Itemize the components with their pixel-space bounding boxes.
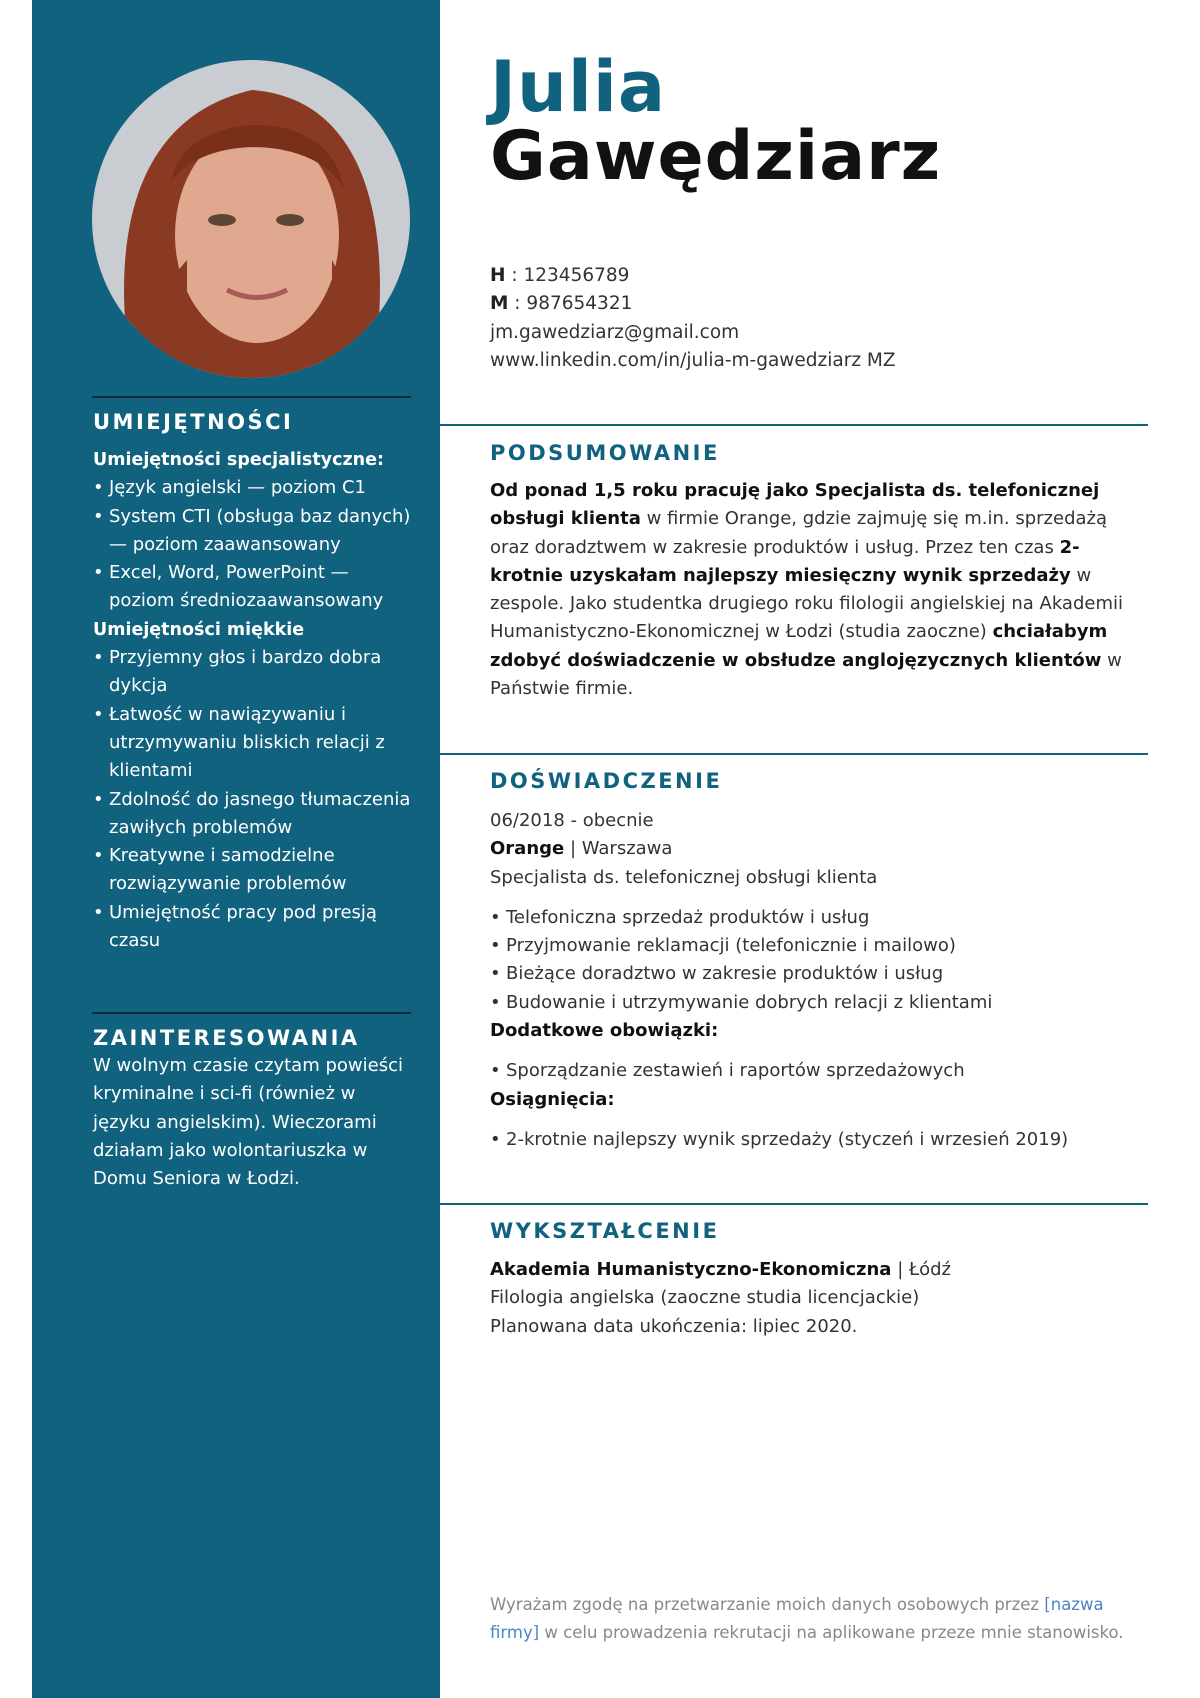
- skill-item: • Przyjemny głos i bardzo dobra dykcja: [93, 644, 413, 701]
- duty-item: • Przyjmowanie reklamacji (telefonicznie i mailowo): [490, 932, 1140, 960]
- duty-item: • Telefoniczna sprzedaż produktów i usług: [490, 904, 1140, 932]
- duty-item: • Sporządzanie zestawień i raportów sprzedażowych: [490, 1057, 1140, 1085]
- email-link[interactable]: jm.gawedziarz@gmail.com: [490, 321, 740, 343]
- home-phone-row: H : 123456789: [490, 265, 630, 286]
- education-heading: WYKSZTAŁCENIE: [490, 1219, 720, 1243]
- education-divider: [438, 1203, 1148, 1205]
- last-name: Gawędziarz: [490, 117, 942, 196]
- home-phone[interactable]: 123456789: [523, 265, 630, 286]
- company-name: Orange: [490, 838, 565, 860]
- specialist-skills-label: Umiejętności specjalistyczne:: [93, 450, 384, 470]
- consent-text-before: Wyrażam zgodę na przetwarzanie moich danych osobowych przez: [490, 1595, 1045, 1614]
- company-name-placeholder: [nazwa firmy]: [490, 1595, 1104, 1642]
- job-location: | Warszawa: [564, 838, 673, 860]
- achievements-list: [490, 1126, 1140, 1154]
- graduation-date: Planowana data ukończenia: lipiec 2020.: [490, 1315, 858, 1337]
- extra-duties-list: [490, 1057, 1140, 1085]
- mobile-phone[interactable]: 987654321: [526, 293, 633, 315]
- summary-text-6: w Państwie firmie.: [490, 649, 1122, 700]
- skill-item: • System CTI (obsługa baz danych) — poziom zaawansowany: [93, 503, 413, 560]
- consent-clause: [490, 1591, 1140, 1647]
- portrait-image: [92, 60, 410, 378]
- skills-heading: UMIEJĘTNOŚCI: [93, 410, 294, 434]
- school-row: [490, 1256, 1140, 1284]
- summary-text-2: w firmie Orange, gdzie zajmuję się m.in. sprzedażą oraz doradztwem w zakresie produktów i usług. Przez ten czas: [490, 508, 1108, 558]
- job-employer: [490, 835, 1140, 863]
- skill-item: • Łatwość w nawiązywaniu i utrzymywaniu bliskich relacji z klientami: [93, 701, 413, 786]
- linkedin-link[interactable]: www.linkedin.com/in/julia-m-gawedziarz MZ: [490, 349, 896, 371]
- summary-text-4: w zespole. Jako studentka drugiego roku filologii angielskiej na Akademii Humanistyczno-Ekonomicznej w Łodzi (studia zaoczne): [490, 564, 1123, 643]
- contact-info: [490, 262, 896, 375]
- consent-text-after: w celu prowadzenia rekrutacji na aplikowane przeze mnie stanowisko.: [539, 1623, 1124, 1642]
- duties-list: [490, 904, 1140, 1017]
- school-city: | Łódź: [891, 1259, 951, 1280]
- summary-bold-3: 2-krotnie uzyskałam najlepszy miesięczny wynik sprzedaży: [490, 536, 1080, 586]
- experience-divider: [438, 753, 1148, 755]
- summary-divider: [438, 424, 1148, 426]
- skill-item: • Excel, Word, PowerPoint — poziom średniozaawansowany: [93, 559, 413, 616]
- experience-body: [490, 807, 1140, 1154]
- school-name: Akademia Humanistyczno-Ekonomiczna: [490, 1259, 892, 1280]
- interests-text: W wolnym czasie czytam powieści kryminalne i sci-fi (również w języku angielskim). Wieczorami działam jako wolontariuszka w Domu Seniora w Łodzi.: [93, 1055, 403, 1190]
- summary-heading: PODSUMOWANIE: [490, 441, 720, 465]
- skill-item: • Kreatywne i samodzielne rozwiązywanie problemów: [93, 842, 413, 899]
- field-of-study: Filologia angielska (zaoczne studia licencjackie): [490, 1287, 920, 1309]
- interests-divider: [92, 1012, 411, 1014]
- profile-photo: [92, 60, 410, 378]
- duty-item: • Bieżące doradztwo w zakresie produktów i usług: [490, 960, 1140, 988]
- extra-duties-label: Dodatkowe obowiązki:: [490, 1020, 719, 1042]
- summary-text: [490, 477, 1140, 703]
- mobile-phone-label: M: [490, 293, 509, 315]
- summary-bold-1: Od ponad 1,5 roku pracuję jako Specjalista ds. telefonicznej obsługi klienta: [490, 480, 1100, 530]
- skill-item: • Język angielski — poziom C1: [93, 474, 413, 502]
- interests-heading: ZAINTERESOWANIA: [93, 1026, 360, 1050]
- skills-divider: [92, 396, 411, 398]
- sidebar: [32, 0, 440, 1698]
- summary-bold-5: chciałabym zdobyć doświadczenie w obsłudze anglojęzycznych klientów: [490, 621, 1108, 671]
- achievements-label: Osiągnięcia:: [490, 1088, 615, 1110]
- achievement-item: • 2-krotnie najlepszy wynik sprzedaży (styczeń i wrzesień 2019): [490, 1126, 1140, 1154]
- skill-item: • Umiejętność pracy pod presją czasu: [93, 899, 413, 956]
- skill-item: • Zdolność do jasnego tłumaczenia zawiłych problemów: [93, 786, 413, 843]
- first-name: Julia: [490, 46, 667, 128]
- job-title: Specjalista ds. telefonicznej obsługi klienta: [490, 866, 878, 888]
- duty-item: • Budowanie i utrzymywanie dobrych relacji z klientami: [490, 989, 1140, 1017]
- home-phone-label: H: [490, 265, 506, 286]
- skills-list: [93, 446, 413, 955]
- mobile-phone-row: M : 987654321: [490, 293, 633, 315]
- job-dates: 06/2018 - obecnie: [490, 810, 654, 831]
- education-body: [490, 1256, 1140, 1341]
- experience-heading: DOŚWIADCZENIE: [490, 769, 723, 793]
- soft-skills-label: Umiejętności miękkie: [93, 619, 305, 640]
